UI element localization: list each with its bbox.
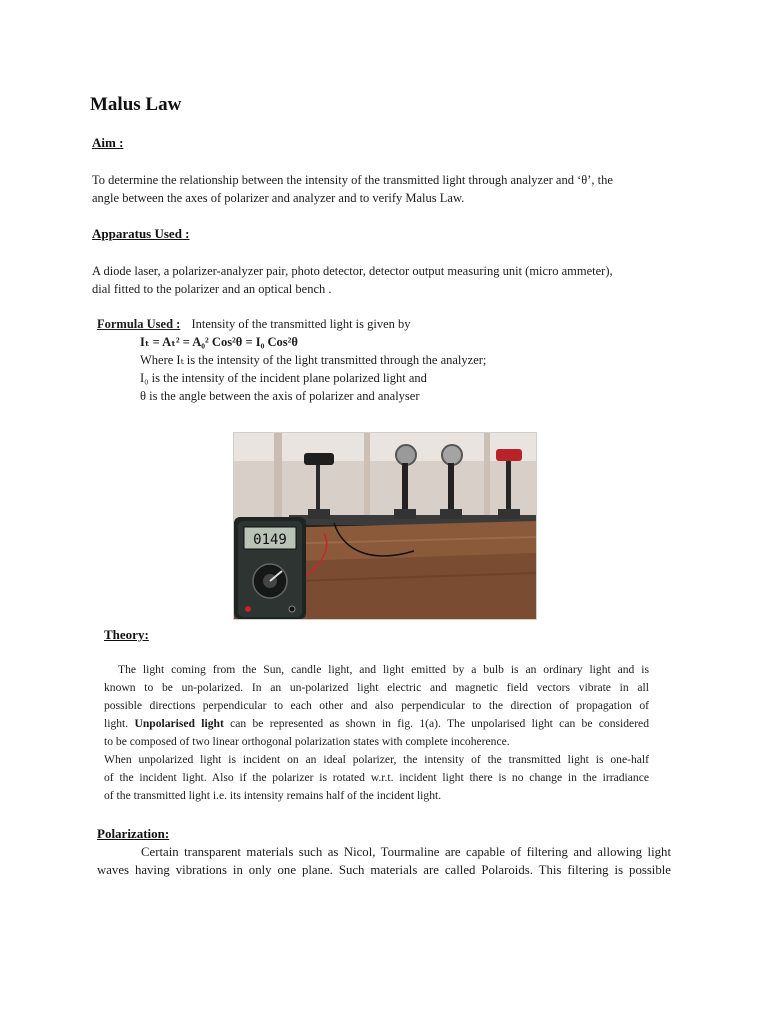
polarization-paragraph [97, 843, 671, 879]
formula-intro: Intensity of the transmitted light is given by [191, 317, 411, 331]
theory-line-7: of the incident light. Also if the polarizer is rotated w.r.t. incident light there is no change in the irradiance [104, 771, 649, 784]
polarization-line-1: Certain transparent materials such as Nicol, Tourmaline are capable of filtering and allowing light [141, 845, 671, 859]
theory-paragraph [104, 661, 649, 805]
theory-line-4-pre: light. [104, 717, 129, 730]
aim-line-2: angle between the axes of polarizer and analyzer and to verify Malus Law. [92, 191, 465, 205]
apparatus-paragraph [92, 262, 613, 298]
formula-details [140, 333, 486, 405]
theory-line-2: known to be un-polarized. In an un-polarized light electric and magnetic field vectors vibrate in all [104, 681, 649, 694]
meter-reading: 0149 [253, 532, 287, 548]
formula-equation: Iₜ = Aₜ² = A₀² Cos²θ = I₀ Cos²θ [140, 335, 298, 349]
polarization-line-2: waves having vibrations in only one plane. Such materials are called Polaroids. This filtering is possible [97, 863, 671, 877]
formula-block [97, 315, 411, 333]
theory-line-1: The light coming from the Sun, candle light, and light emitted by a bulb is an ordinary light and is [118, 663, 649, 676]
formula-intro-line [97, 315, 411, 333]
apparatus-heading: Apparatus Used : [92, 226, 190, 241]
theory-line-5: to be composed of two linear orthogonal polarization states with complete incoherence. [104, 735, 510, 748]
apparatus-line-1: A diode laser, a polarizer-analyzer pair, photo detector, detector output measuring unit (micro ammeter), [92, 264, 613, 278]
theory-line-6: When unpolarized light is incident on an ideal polarizer, the intensity of the transmitted light is one-half [104, 753, 649, 766]
theory-line-4 [104, 715, 649, 733]
theory-line-8: of the transmitted light i.e. its intensity remains half of the incident light. [104, 789, 442, 802]
formula-where-2: I₀ is the intensity of the incident plane polarized light and [140, 371, 427, 385]
aim-heading: Aim : [92, 135, 124, 150]
theory-line-4-post: can be represented as shown in fig. 1(a). The unpolarised light can be considered [230, 717, 649, 730]
apparatus-photo-illustration [234, 433, 536, 619]
theory-heading: Theory: [104, 627, 149, 642]
aim-line-1: To determine the relationship between the intensity of the transmitted light through analyzer and ‘θ’, the [92, 173, 613, 187]
polarization-heading: Polarization: [97, 826, 170, 841]
apparatus-photo [233, 432, 537, 620]
theory-line-3: possible directions perpendicular to each other and also perpendicular to the direction of propagation of [104, 699, 649, 712]
page-title: Malus Law [90, 94, 182, 115]
formula-where-3: θ is the angle between the axis of polarizer and analyser [140, 389, 420, 403]
apparatus-line-2: dial fitted to the polarizer and an optical bench . [92, 282, 332, 296]
aim-paragraph [92, 171, 613, 207]
formula-where-1: Where Iₜ is the intensity of the light transmitted through the analyzer; [140, 353, 487, 367]
formula-heading: Formula Used : [97, 317, 181, 331]
unpolarised-light-term: Unpolarised light [134, 717, 224, 730]
